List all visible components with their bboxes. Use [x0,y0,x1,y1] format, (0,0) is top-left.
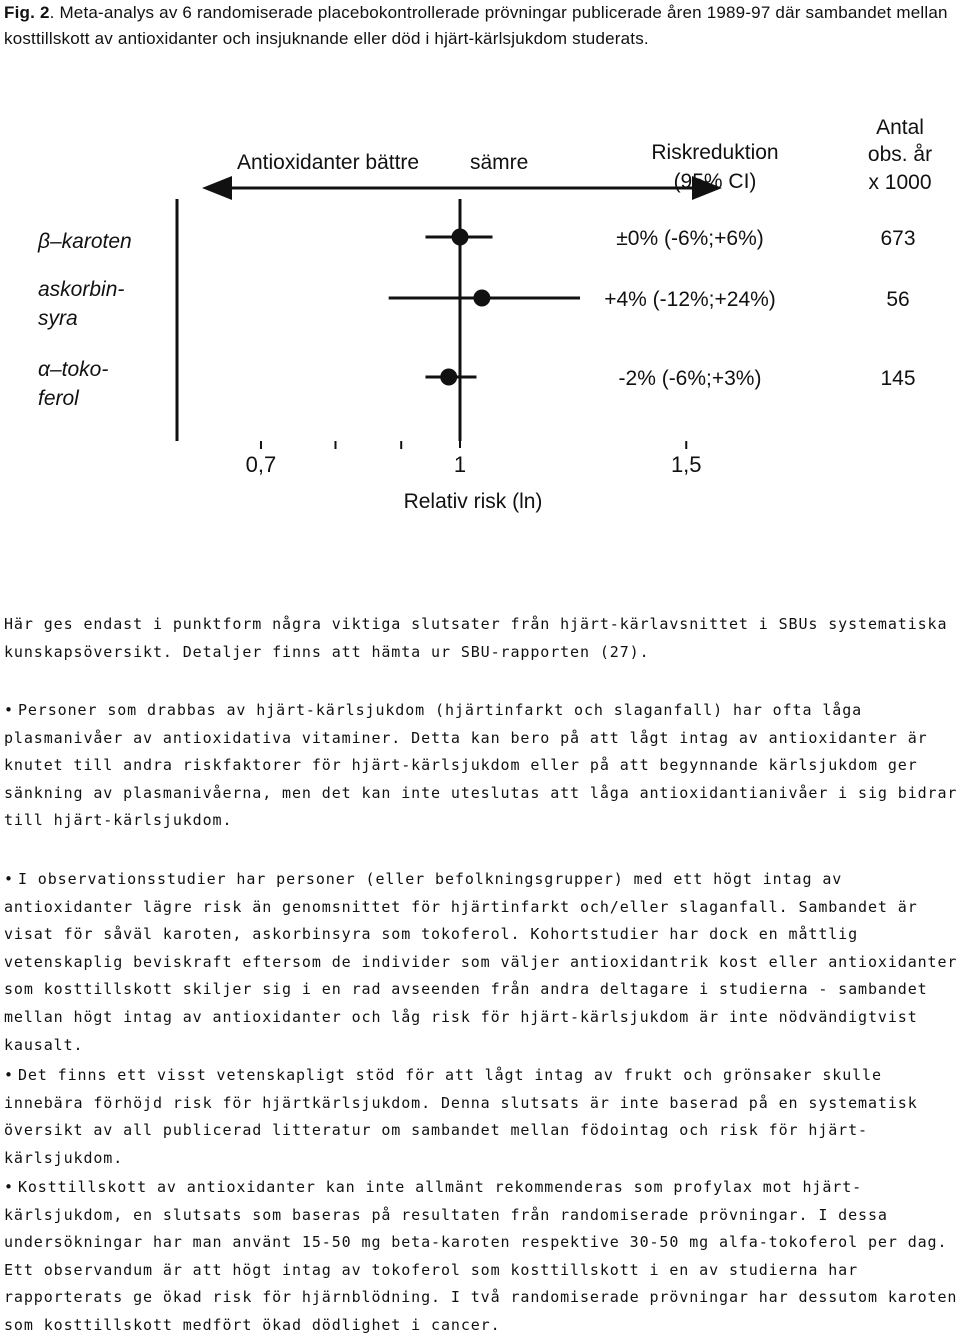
bullet-icon: • [4,870,14,888]
point-estimate-2 [473,290,490,307]
intro-paragraph [4,611,960,666]
row-label-1-1: β–karoten [38,230,132,253]
figure-label: Fig. 2 [4,3,50,22]
risk-value-3: -2% (-6%;+3%) [618,367,762,390]
bullet-item-1 [4,697,960,835]
bullet-item-2 [4,866,960,1059]
header-worse: sämre [470,151,529,174]
bullet-item-4 [4,1174,960,1340]
x-tick-label-5: 1,5 [670,452,702,477]
forest-plot [0,96,960,526]
direction-arrow-left-head [202,176,232,200]
bullet-text-1: Personer som drabbas av hjärt-kärlsjukdom (hjärtinfarkt och slaganfall) har ofta låga plasmanivåer av antioxidativa vitaminer. Detta kan bero på att lågt intag av antioxidanter är knutet till andra riskfaktorer för hjärt-kärlsjukdom eller på att begynnande kärlsjukdom ger sänkning av plasmanivåerna, men det kan inte uteslutas att låga antioxidantianivåer i sig bidrar till hjärt-kärlsjukdom. [4,701,958,830]
n-value-1: 673 [880,227,916,250]
bullet-text-3: Det finns ett visst vetenskapligt stöd för att lågt intag av frukt och grönsaker skulle innebära förhöjd risk för hjärtkärlsjukdom. Denna slutsats är inte baserad på en systematisk översikt av all publicerad litteratur om sambandet mellan födointag och risk för hjärt-kärlsjukdom. [4,1066,918,1167]
x-tick-label-4: 1 [453,452,467,477]
row-label-3-1: α–toko- [38,358,109,381]
row-label-3-2: ferol [38,387,79,410]
n-header-2: obs. år [867,143,933,166]
risk-header-1: Riskreduktion [651,141,779,164]
row-label-2-2: syra [38,307,78,330]
x-tick-label-1: 0,7 [245,452,277,477]
risk-header-2: (95% CI) [673,170,757,193]
bullet-icon: • [4,1066,14,1084]
bullet-item-3 [4,1062,960,1172]
n-header-1: Antal [876,116,924,139]
risk-value-2: +4% (-12%;+24%) [604,288,776,311]
bullet-icon: • [4,701,14,719]
n-value-3: 145 [880,367,916,390]
risk-value-1: ±0% (-6%;+6%) [616,227,764,250]
point-estimate-3 [440,369,457,386]
figure-caption [4,0,956,52]
n-header-3: x 1000 [868,171,932,194]
figure-caption-text: . Meta-analys av 6 randomiserade placebokontrollerade prövningar publicerade åren 1989-97 där sambandet mellan kosttillskott av antioxidanter och insjuknande eller död i hjärt-kärlsjukdom studerats. [4,3,948,48]
row-label-2-1: askorbin- [38,278,125,301]
bullet-icon: • [4,1178,14,1196]
x-axis-label: Relativ risk (ln) [403,490,543,513]
bullet-text-4: Kosttillskott av antioxidanter kan inte allmänt rekommenderas som profylax mot hjärt-kärlsjukdom, en slutsats som baseras på resultaten från randomiserade prövningar. I dessa undersökningar har man använt 15-50 mg beta-karoten respektive 30-50 mg alfa-tokoferol per dag. Ett observandum är att högt intag av tokoferol som kosttillskott i en av studierna har rapporterats ge ökad risk för hjärnblödning. I två randomiserade prövningar har dessutom karoten som kosttillskott medfört ökad dödlighet i cancer. [4,1178,958,1334]
point-estimate-1 [452,229,469,246]
bullet-text-2: I observationsstudier har personer (eller befolkningsgrupper) med ett högt intag av antioxidanter lägre risk än genomsnittet för hjärtinfarkt och/eller slaganfall. Sambandet är visat för såväl karoten, askorbinsyra som tokoferol. Kohortstudier har dock en måttlig vetenskaplig beviskraft eftersom de individer som väljer antioxidantrik kost eller antioxidanter som kosttillskott skiljer sig i en rad avseenden från andra deltagare i studierna - sambandet mellan högt intag av antioxidanter och låg risk för hjärt-kärlsjukdom är inte nödvändigtvist kausalt. [4,870,958,1054]
header-better: Antioxidanter bättre [237,151,420,174]
intro-text: Här ges endast i punktform några viktiga slutsater från hjärt-kärlavsnittet i SBUs systematiska kunskapsöversikt. Detaljer finns att hämta ur SBU-rapporten (27). [4,615,948,661]
n-value-2: 56 [886,288,910,311]
